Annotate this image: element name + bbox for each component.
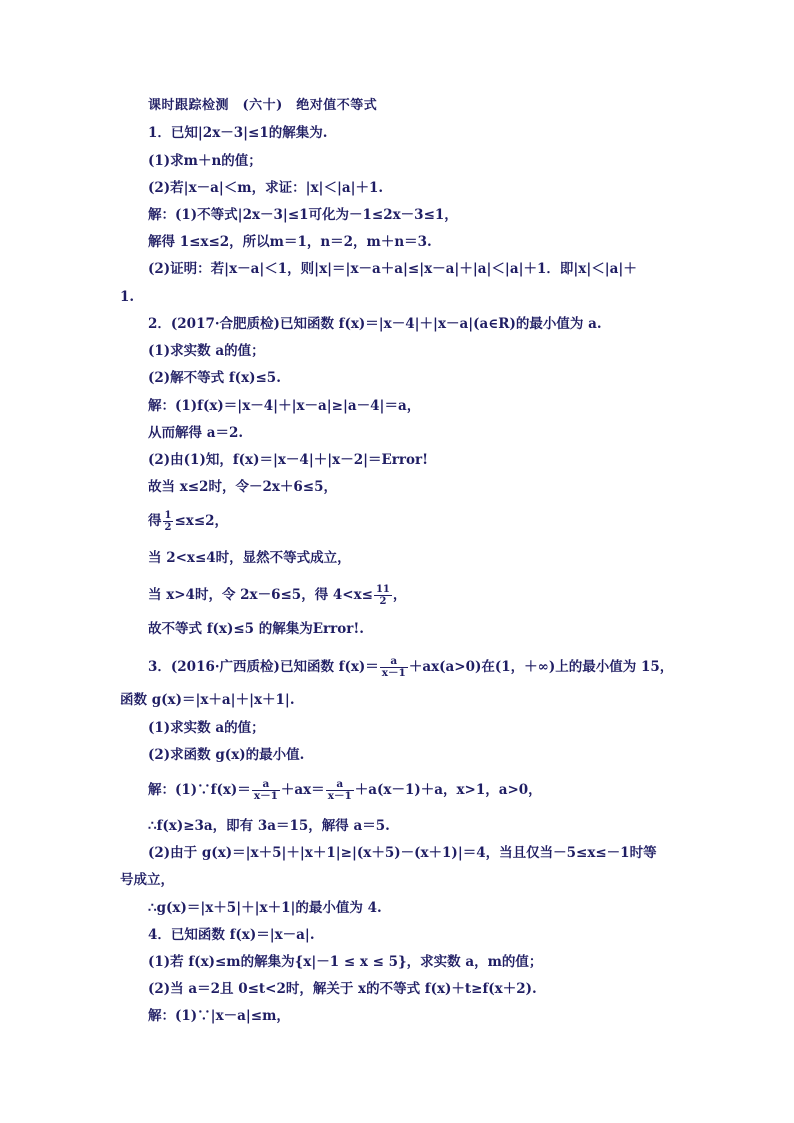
fraction-denominator: 2 <box>164 522 172 533</box>
doc-title: 课时跟踪检测 (六十) 绝对值不等式 <box>148 98 378 113</box>
q2-part1: (1)求实数 a的值； <box>148 343 265 359</box>
q2-solution-line2: 从而解得 a＝2. <box>148 425 244 441</box>
q1-solution-line2: 解得 1≤x≤2，所以m＝1，n＝2，m＋n＝3. <box>148 234 432 250</box>
q3-solution-line1 <box>148 779 542 802</box>
q2-solution-line6: 当 2<x≤4时，显然不等式成立， <box>148 550 351 566</box>
q3-stem <box>148 656 673 679</box>
q2-part2: (2)解不等式 f(x)≤5. <box>148 370 281 386</box>
q3-part2: (2)求函数 g(x)的最小值. <box>148 747 305 763</box>
q3-stem-suffix: ＋ax(a>0)在(1，＋∞)上的最小值为 15， <box>408 659 674 675</box>
q1-solution-line3: (2)证明：若|x－a|＜1，则|x|＝|x－a＋a|≤|x－a|＋|a|＜|a|＋1．即|x|＜|a|＋ <box>148 261 637 277</box>
q4-part1: (1)若 f(x)≤m的解集为{x|－1 ≤ x ≤ 5}，求实数 a，m的值； <box>148 954 543 970</box>
q2-line7-prefix: 当 x>4时，令 2x－6≤5，得 4<x≤ <box>148 587 373 603</box>
q1-part2: (2)若|x－a|＜m，求证：|x|＜|a|＋1. <box>148 180 384 196</box>
fraction <box>326 779 354 802</box>
fraction <box>380 656 408 679</box>
q3-stem-prefix: 3．(2016·广西质检)已知函数 f(x)＝ <box>148 659 379 675</box>
fraction <box>374 584 392 607</box>
q3-s1-suffix: ＋a(x－1)＋a，x>1，a>0， <box>354 782 542 798</box>
q2-solution-line8: 故不等式 f(x)≤5 的解集为Error!. <box>148 621 364 637</box>
q2-stem: 2．(2017·合肥质检)已知函数 f(x)＝|x－4|＋|x－a|(a∈R)的最小值为 a. <box>148 316 602 332</box>
fraction-denominator: 2 <box>374 595 392 607</box>
q3-s1-prefix: 解：(1)∵f(x)＝ <box>148 782 251 798</box>
q2-solution-line1: 解：(1)f(x)＝|x－4|＋|x－a|≥|a－4|＝a， <box>148 398 421 414</box>
q2-solution-line3: (2)由(1)知，f(x)＝|x－4|＋|x－2|＝Error! <box>148 452 429 468</box>
q3-stem-line2: 函数 g(x)＝|x＋a|＋|x＋1|. <box>120 692 295 708</box>
q3-solution-line4: ∴g(x)＝|x＋5|＋|x＋1|的最小值为 4. <box>148 900 382 916</box>
q3-solution-line3: (2)由于 g(x)＝|x＋5|＋|x＋1|≥|(x＋5)－(x＋1)|＝4，当且仅当－5≤x≤－1时等 <box>148 845 657 861</box>
q2-solution-line4: 故当 x≤2时，令－2x＋6≤5， <box>148 479 337 495</box>
q1-solution-line1: 解：(1)不等式|2x－3|≤1可化为－1≤2x－3≤1， <box>148 207 458 223</box>
q3-part1: (1)求实数 a的值； <box>148 720 265 736</box>
q1-part1: (1)求m＋n的值； <box>148 153 262 169</box>
fraction-denominator: x－1 <box>381 667 406 679</box>
q2-line7-suffix: ， <box>392 587 407 603</box>
fraction-numerator: a <box>262 778 270 790</box>
fraction-denominator: x－1 <box>327 790 352 802</box>
q1-solution-line3-cont: 1. <box>120 289 135 305</box>
q1-stem: 1．已知|2x－3|≤1的解集为. <box>148 125 328 141</box>
q2-solution-line7 <box>148 584 406 607</box>
fraction-numerator: 1 <box>164 510 172 521</box>
q4-part2: (2)当 a＝2且 0≤t<2时，解关于 x的不等式 f(x)＋t≥f(x＋2). <box>148 981 537 997</box>
q3-solution-line2: ∴f(x)≥3a，即有 3a＝15，解得 a＝5. <box>148 818 390 834</box>
q2-solution-line5 <box>148 510 228 533</box>
q4-stem: 4．已知函数 f(x)＝|x－a|. <box>148 927 315 943</box>
q2-line5-prefix: 得 <box>148 513 162 529</box>
fraction-numerator: a <box>336 778 344 790</box>
fraction <box>252 779 280 802</box>
fraction <box>163 510 174 533</box>
fraction-denominator: x－1 <box>253 790 278 802</box>
q3-solution-line3-cont: 号成立， <box>120 872 174 888</box>
q4-solution-line1: 解：(1)∵|x－a|≤m， <box>148 1008 290 1024</box>
fraction-numerator: 11 <box>375 584 390 595</box>
q3-s1-middle: ＋ax＝ <box>280 782 325 798</box>
fraction-numerator: a <box>390 655 398 667</box>
q2-line5-suffix: ≤x≤2， <box>174 513 229 529</box>
